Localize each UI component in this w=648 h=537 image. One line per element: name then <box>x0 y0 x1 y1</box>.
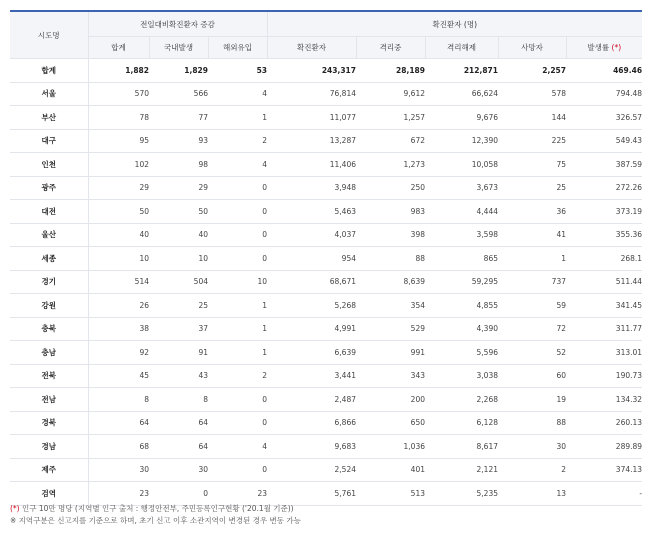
cell-confirmed: 76,814 <box>267 82 356 106</box>
cell-domestic: 91 <box>149 341 208 365</box>
cell-total: 40 <box>88 223 149 247</box>
table-row <box>10 176 642 200</box>
footnotes <box>10 503 640 527</box>
cell-isolated: 1,036 <box>356 435 425 459</box>
cell-isolated: 88 <box>356 247 425 271</box>
region-name-cell: 대전 <box>10 200 88 224</box>
cell-released: 4,855 <box>425 294 498 318</box>
col-group-daily-change: 전일대비확진환자 증감 <box>88 11 267 37</box>
cell-isolated: 991 <box>356 341 425 365</box>
cell-deaths: 1 <box>498 247 566 271</box>
cell-rate: 326.57 <box>566 106 642 130</box>
region-name-cell: 전남 <box>10 388 88 412</box>
cell-released: 3,598 <box>425 223 498 247</box>
cell-overseas: 1 <box>208 341 267 365</box>
cell-overseas: 1 <box>208 106 267 130</box>
cell-total: 26 <box>88 294 149 318</box>
table-row <box>10 341 642 365</box>
cell-overseas: 1 <box>208 294 267 318</box>
cell-isolated: 650 <box>356 411 425 435</box>
cell-overseas: 53 <box>208 59 267 83</box>
cell-deaths: 13 <box>498 482 566 506</box>
cell-deaths: 41 <box>498 223 566 247</box>
table-row <box>10 129 642 153</box>
col-header-domestic: 국내발생 <box>149 37 208 59</box>
cell-total: 50 <box>88 200 149 224</box>
cell-confirmed: 5,761 <box>267 482 356 506</box>
cell-total: 68 <box>88 435 149 459</box>
cell-isolated: 983 <box>356 200 425 224</box>
cell-rate: 311.77 <box>566 317 642 341</box>
cell-released: 3,038 <box>425 364 498 388</box>
cell-rate: 190.73 <box>566 364 642 388</box>
cell-rate: 341.45 <box>566 294 642 318</box>
cell-total: 38 <box>88 317 149 341</box>
cell-total: 102 <box>88 153 149 177</box>
cell-released: 212,871 <box>425 59 498 83</box>
col-header-deaths: 사망자 <box>498 37 566 59</box>
cell-total: 29 <box>88 176 149 200</box>
cell-domestic: 10 <box>149 247 208 271</box>
cell-total: 8 <box>88 388 149 412</box>
cell-deaths: 72 <box>498 317 566 341</box>
footnote-mark: (*) <box>10 504 20 513</box>
cell-isolated: 1,257 <box>356 106 425 130</box>
cell-confirmed: 3,441 <box>267 364 356 388</box>
region-name-cell: 울산 <box>10 223 88 247</box>
region-name-cell: 전북 <box>10 364 88 388</box>
cell-total: 95 <box>88 129 149 153</box>
cell-confirmed: 11,077 <box>267 106 356 130</box>
cell-deaths: 88 <box>498 411 566 435</box>
rate-footnote-mark: (*) <box>611 43 622 52</box>
cell-total: 92 <box>88 341 149 365</box>
cell-isolated: 343 <box>356 364 425 388</box>
region-name-cell: 부산 <box>10 106 88 130</box>
region-name-cell: 제주 <box>10 458 88 482</box>
cell-rate: 794.48 <box>566 82 642 106</box>
cell-overseas: 0 <box>208 200 267 224</box>
cell-domestic: 8 <box>149 388 208 412</box>
table-header <box>10 11 642 59</box>
cell-deaths: 60 <box>498 364 566 388</box>
cell-overseas: 23 <box>208 482 267 506</box>
cell-isolated: 28,189 <box>356 59 425 83</box>
cell-domestic: 93 <box>149 129 208 153</box>
cell-released: 5,235 <box>425 482 498 506</box>
cell-rate: 374.13 <box>566 458 642 482</box>
cell-released: 865 <box>425 247 498 271</box>
table-row <box>10 317 642 341</box>
footnote-rate <box>10 503 640 515</box>
cell-released: 12,390 <box>425 129 498 153</box>
cell-overseas: 0 <box>208 223 267 247</box>
table-row <box>10 223 642 247</box>
region-name-cell: 대구 <box>10 129 88 153</box>
cell-isolated: 401 <box>356 458 425 482</box>
cell-confirmed: 243,317 <box>267 59 356 83</box>
header-row-columns <box>10 37 642 59</box>
cell-isolated: 513 <box>356 482 425 506</box>
cell-overseas: 0 <box>208 458 267 482</box>
col-header-confirmed: 확진환자 <box>267 37 356 59</box>
cell-released: 66,624 <box>425 82 498 106</box>
cell-overseas: 2 <box>208 129 267 153</box>
region-name-cell: 충남 <box>10 341 88 365</box>
cell-domestic: 37 <box>149 317 208 341</box>
cell-confirmed: 13,287 <box>267 129 356 153</box>
cell-rate: 387.59 <box>566 153 642 177</box>
region-name-cell: 세종 <box>10 247 88 271</box>
table-row <box>10 106 642 130</box>
col-header-region: 시도명 <box>10 11 88 59</box>
region-name-cell: 서울 <box>10 82 88 106</box>
cell-domestic: 1,829 <box>149 59 208 83</box>
cell-total: 78 <box>88 106 149 130</box>
cell-rate: 268.1 <box>566 247 642 271</box>
cell-domestic: 0 <box>149 482 208 506</box>
cell-deaths: 2 <box>498 458 566 482</box>
col-header-overseas: 해외유입 <box>208 37 267 59</box>
cell-overseas: 0 <box>208 388 267 412</box>
cell-rate: 355.36 <box>566 223 642 247</box>
cell-deaths: 52 <box>498 341 566 365</box>
region-name-cell: 강원 <box>10 294 88 318</box>
cell-overseas: 0 <box>208 411 267 435</box>
cell-overseas: 0 <box>208 176 267 200</box>
cell-confirmed: 4,037 <box>267 223 356 247</box>
table-body <box>10 59 642 506</box>
cell-total: 30 <box>88 458 149 482</box>
cell-rate: 260.13 <box>566 411 642 435</box>
cell-total: 64 <box>88 411 149 435</box>
region-name-cell: 경북 <box>10 411 88 435</box>
cell-deaths: 2,257 <box>498 59 566 83</box>
cell-released: 59,295 <box>425 270 498 294</box>
cell-released: 6,128 <box>425 411 498 435</box>
col-header-released: 격리해제 <box>425 37 498 59</box>
cell-deaths: 25 <box>498 176 566 200</box>
cell-released: 10,058 <box>425 153 498 177</box>
cell-total: 514 <box>88 270 149 294</box>
region-name-cell: 경남 <box>10 435 88 459</box>
cell-released: 3,673 <box>425 176 498 200</box>
cell-overseas: 1 <box>208 317 267 341</box>
region-name-cell: 합계 <box>10 59 88 83</box>
cell-confirmed: 5,463 <box>267 200 356 224</box>
cell-released: 2,121 <box>425 458 498 482</box>
cell-deaths: 59 <box>498 294 566 318</box>
cell-total: 10 <box>88 247 149 271</box>
cell-deaths: 578 <box>498 82 566 106</box>
table-row <box>10 82 642 106</box>
cell-isolated: 529 <box>356 317 425 341</box>
cell-domestic: 98 <box>149 153 208 177</box>
cell-confirmed: 11,406 <box>267 153 356 177</box>
table-row <box>10 200 642 224</box>
cell-released: 8,617 <box>425 435 498 459</box>
cell-domestic: 77 <box>149 106 208 130</box>
table-row <box>10 270 642 294</box>
cell-total: 23 <box>88 482 149 506</box>
col-header-total: 합계 <box>88 37 149 59</box>
cell-overseas: 4 <box>208 153 267 177</box>
cell-isolated: 9,612 <box>356 82 425 106</box>
table-row <box>10 294 642 318</box>
cell-domestic: 64 <box>149 435 208 459</box>
cell-rate: 511.44 <box>566 270 642 294</box>
footnote-rate-text: 인구 10만 명당 (지역별 인구 출처 : 행정안전부, 주민등록인구현황 ('20.1월 기준)) <box>19 504 294 513</box>
cell-deaths: 30 <box>498 435 566 459</box>
cell-confirmed: 3,948 <box>267 176 356 200</box>
cell-isolated: 354 <box>356 294 425 318</box>
cell-confirmed: 2,524 <box>267 458 356 482</box>
cell-overseas: 0 <box>208 247 267 271</box>
cell-overseas: 10 <box>208 270 267 294</box>
cell-total: 570 <box>88 82 149 106</box>
region-name-cell: 충북 <box>10 317 88 341</box>
cell-domestic: 50 <box>149 200 208 224</box>
header-row-group <box>10 11 642 37</box>
cell-isolated: 1,273 <box>356 153 425 177</box>
cell-domestic: 40 <box>149 223 208 247</box>
cell-released: 4,444 <box>425 200 498 224</box>
cell-rate: 469.46 <box>566 59 642 83</box>
cell-rate: 272.26 <box>566 176 642 200</box>
total-row <box>10 59 642 83</box>
table-row <box>10 364 642 388</box>
cell-isolated: 672 <box>356 129 425 153</box>
cell-domestic: 504 <box>149 270 208 294</box>
cell-rate: 134.32 <box>566 388 642 412</box>
cell-released: 5,596 <box>425 341 498 365</box>
rate-label: 발생률 <box>587 43 610 52</box>
cell-overseas: 4 <box>208 82 267 106</box>
cell-domestic: 64 <box>149 411 208 435</box>
region-name-cell: 광주 <box>10 176 88 200</box>
table-row <box>10 458 642 482</box>
cell-domestic: 566 <box>149 82 208 106</box>
cell-released: 2,268 <box>425 388 498 412</box>
cell-domestic: 43 <box>149 364 208 388</box>
cell-domestic: 25 <box>149 294 208 318</box>
cell-confirmed: 954 <box>267 247 356 271</box>
cell-confirmed: 6,866 <box>267 411 356 435</box>
cell-domestic: 29 <box>149 176 208 200</box>
cell-isolated: 250 <box>356 176 425 200</box>
cell-rate: 549.43 <box>566 129 642 153</box>
region-name-cell: 검역 <box>10 482 88 506</box>
cell-confirmed: 2,487 <box>267 388 356 412</box>
cell-isolated: 200 <box>356 388 425 412</box>
cell-confirmed: 68,671 <box>267 270 356 294</box>
table-row <box>10 153 642 177</box>
col-header-rate <box>566 37 642 59</box>
cell-confirmed: 9,683 <box>267 435 356 459</box>
cell-confirmed: 5,268 <box>267 294 356 318</box>
cell-rate: 313.01 <box>566 341 642 365</box>
cell-released: 4,390 <box>425 317 498 341</box>
cell-rate: - <box>566 482 642 506</box>
cell-deaths: 225 <box>498 129 566 153</box>
cell-total: 45 <box>88 364 149 388</box>
table-row <box>10 247 642 271</box>
table-row <box>10 388 642 412</box>
cell-confirmed: 6,639 <box>267 341 356 365</box>
cell-total: 1,882 <box>88 59 149 83</box>
table-row <box>10 411 642 435</box>
cell-released: 9,676 <box>425 106 498 130</box>
cell-isolated: 8,639 <box>356 270 425 294</box>
footnote-region: ※ 지역구분은 신고지를 기준으로 하며, 초기 신고 이후 소관지역이 변경된 경우 변동 가능 <box>10 516 301 525</box>
covid-regional-table <box>10 10 642 506</box>
cell-overseas: 4 <box>208 435 267 459</box>
region-name-cell: 경기 <box>10 270 88 294</box>
cell-isolated: 398 <box>356 223 425 247</box>
cell-rate: 289.89 <box>566 435 642 459</box>
cell-deaths: 36 <box>498 200 566 224</box>
table-row <box>10 435 642 459</box>
cell-deaths: 75 <box>498 153 566 177</box>
region-name-cell: 인천 <box>10 153 88 177</box>
cell-deaths: 19 <box>498 388 566 412</box>
cell-domestic: 30 <box>149 458 208 482</box>
cell-overseas: 2 <box>208 364 267 388</box>
col-group-confirmed: 확진환자 (명) <box>267 11 642 37</box>
cell-deaths: 737 <box>498 270 566 294</box>
col-header-isolated: 격리중 <box>356 37 425 59</box>
cell-rate: 373.19 <box>566 200 642 224</box>
cell-deaths: 144 <box>498 106 566 130</box>
table-row <box>10 482 642 506</box>
cell-confirmed: 4,991 <box>267 317 356 341</box>
